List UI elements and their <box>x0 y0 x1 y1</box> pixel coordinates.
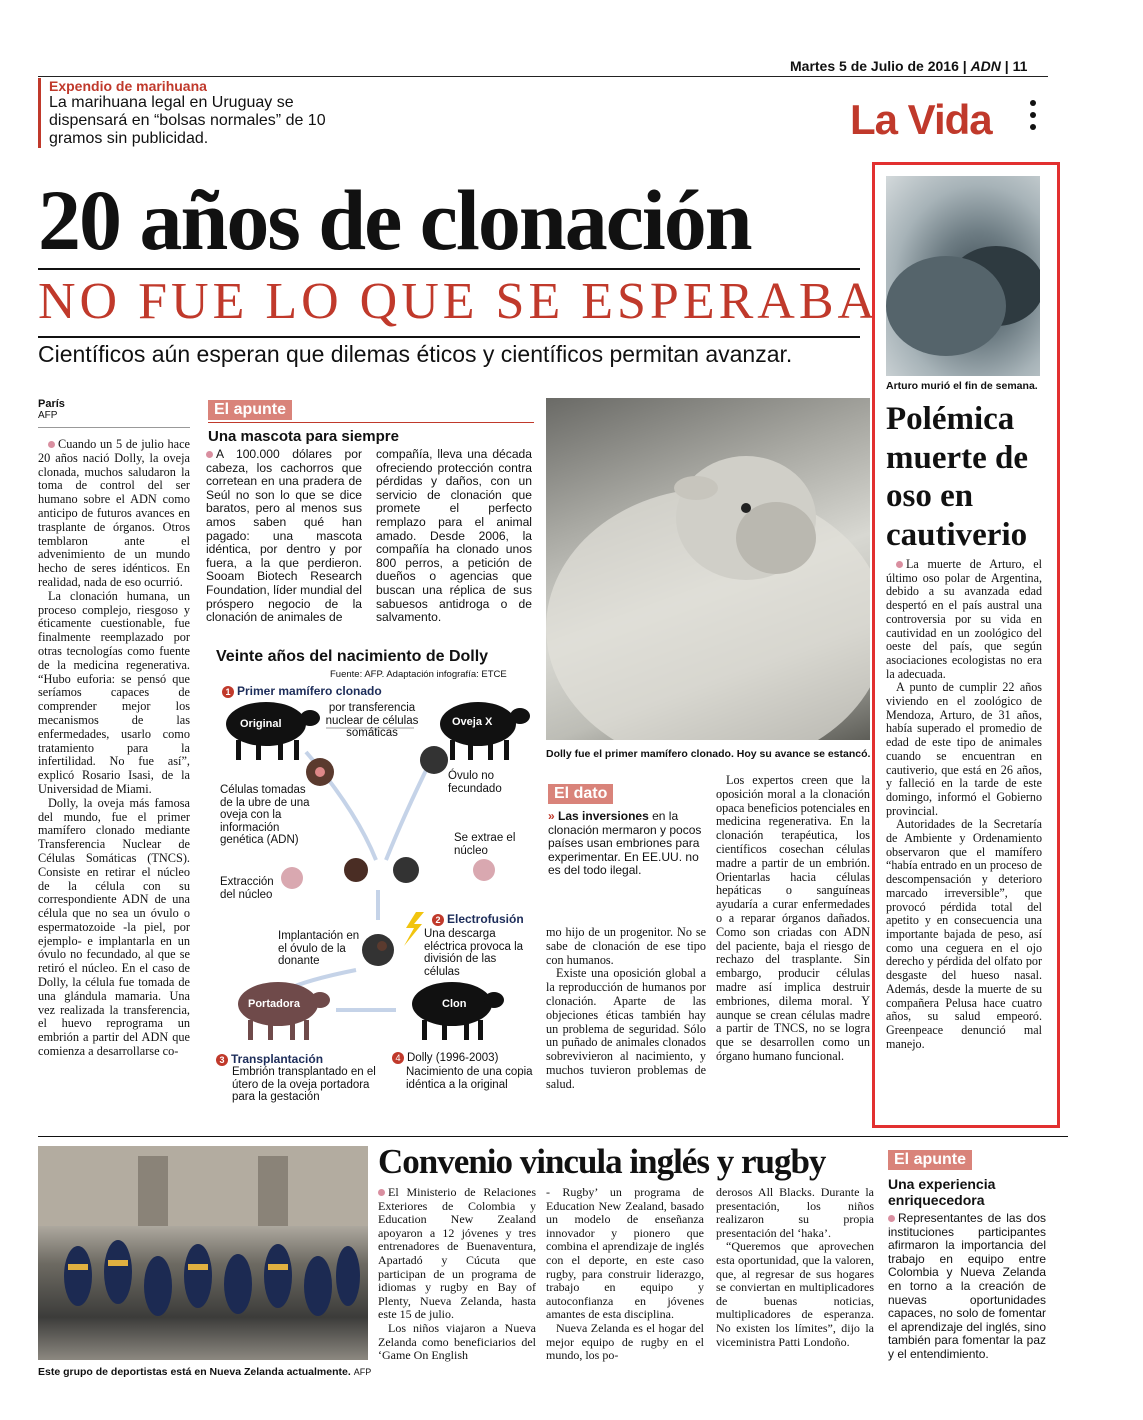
paragraph: mo hijo de un progenitor. No se sabe de clonación de ese tipo con humanos. <box>546 925 706 967</box>
brand-logo: ADN <box>970 58 1001 74</box>
ovum-icon <box>420 746 448 774</box>
chevrons-icon: » <box>548 809 555 823</box>
dolly-photo <box>546 398 870 740</box>
apunte-tag: El apunte <box>208 400 292 420</box>
article-column-right <box>716 774 870 1064</box>
infographic-step-4: 4 Dolly (1996-2003) <box>392 1052 498 1065</box>
dato-text: » Las inversiones en la clonación mermaron y pocos países usan embriones para experimentar. En EE.UU. no es del todo ilegal. <box>548 809 702 877</box>
infographic-step-3: 3 Transplantación <box>216 1052 323 1066</box>
header-rule <box>38 76 1048 77</box>
infographic <box>206 680 536 1112</box>
rugby-caption: Este grupo de deportistas está en Nueva Zelanda actualmente. AFP <box>38 1366 372 1378</box>
sheep-original-icon <box>226 702 320 760</box>
ovum-icon <box>393 857 419 883</box>
headline-rule <box>38 268 860 270</box>
paragraph: derosos All Blacks. Durante la presentación, los niños realizaron su propia presentación del ‘haka’. <box>716 1185 874 1240</box>
apunte-2-text: Representantes de las dos instituciones participantes afirmaron la importancia del trabajo en equipo entre Colombia y Nueva Zelanda en torno a la creación de nuevas oportunidades capaces, no solo de fomentar el aprendizaje del inglés, sino también para fomentar la paz y el entendimiento. <box>888 1211 1046 1361</box>
paragraph: A punto de cumplir 22 años viviendo en el zoológico de Mendoza, Arturo, de 31 años, había superado el promedio de edad de este tipo de animales cuando se encuentran en cautiverio, que está en 26 años, y falleció en la tarde de este domingo, informó el Gobierno provincial. <box>886 680 1042 818</box>
paragraph: La muerte de Arturo, el último oso polar de Argentina, debido a su avanzada edad despertó en el país austral una controversia por su vida en cautividad en un zoológico del oeste del país, que según asociaciones ecologistas no era la adecuada. <box>886 557 1042 681</box>
dato-tag: El dato <box>548 784 613 804</box>
apunte-rule <box>208 422 534 423</box>
apunte-2-tag: El apunte <box>888 1150 972 1170</box>
paragraph: Autoridades de la Secretaría de Ambiente y Ordenamiento observaron que el mamífero “había entrado en un proceso de descompensación y deterioro marcado irreversible”, que provocó pérdida total del apetito y en consecuencia una importante bajada de peso, así como una ceguera en el ojo derecho y pérdida del olfato por desgaste del hueso nasal. Además, desde la muerte de su compañera Pelusa hace cuatro años, su salud empeoró. Greenpeace denunció mal manejo. <box>886 817 1042 1051</box>
bottom-column-1 <box>378 1186 536 1363</box>
sheep-clon-icon <box>412 982 504 1040</box>
lightning-icon <box>404 912 424 946</box>
dolly-caption: Dolly fue el primer mamífero clonado. Hoy su avance se estancó. <box>546 748 871 760</box>
bullet-icon <box>888 1215 895 1222</box>
label-implantacion: Implantación en el óvulo de la donante <box>278 930 360 967</box>
page-number: 11 <box>1012 58 1028 74</box>
label-extraccion: Extracción del núcleo <box>220 876 274 901</box>
bullet-icon <box>48 441 55 448</box>
teaser-text: La marihuana legal en Uruguay se dispensará en “bolsas normales” de 10 gramos sin publicidad. <box>49 94 326 147</box>
infographic-step-1: 1 Primer mamífero clonado <box>222 684 382 698</box>
sidebar-title: Polémica muerte de oso en cautiverio <box>886 401 1029 553</box>
dateline-source: AFP <box>38 410 190 428</box>
group-photo-icon <box>38 1146 368 1360</box>
apunte-text-b: compañía, lleva una década ofreciendo protección contra pérdidas y daños, con un servicio de clonación que promete el perfecto remplazo para el animal amado. Desde 2006, la compañía ha clonado unos 800 perros, a petición de dueños o agencias que buscan una réplica de sus sabuesos antidroga o de salvamento. <box>376 447 532 625</box>
paragraph: Los niños viajaron a Nueva Zelanda como beneficiarios del ‘Game On English <box>378 1320 536 1363</box>
bear-photo <box>886 176 1040 376</box>
label-step-3-text: Embrión transplantado en el útero de la oveja portadora para la gestación <box>232 1066 376 1103</box>
paragraph: - Rugby’ un programa de Education New Zealand, basado un modelo de enseñanza innovador y pionero que combina el aprendizaje de inglés con el deporte, en este caso rugby, para construir liderazgo, trabajo en equipo y autoconfianza en jóvenes amantes de esta disciplina. <box>546 1185 704 1322</box>
bottom-headline: Convenio vincula inglés y rugby <box>378 1142 826 1181</box>
section-dots-icon <box>1030 100 1036 136</box>
sheep-x-icon <box>440 702 530 760</box>
paragraph: Los expertos creen que la oposición moral a la clonación opaca beneficios potenciales en medicina regenerativa. En la clonación terapéutica, los científicos cosechan células madre a partir de un embrión. Orientarlas hacia células hepáticas o sanguíneas ayudaría a curar enfermedades o a reparar órganos dañados. Como son criadas con ADN del paciente, baja el riesgo de rechazo del trasplante. Sin embargo, producir células madre así implica destruir embriones, dilema moral. Y aunque se crean células madre a partir de TNCS, no se logra que se desarrollen como un órgano humano funcional. <box>716 773 870 1063</box>
label-clon: Clon <box>442 998 467 1010</box>
teaser-kicker: Expendio de marihuana <box>49 78 207 94</box>
infographic-step-2: 2 Electrofusión <box>432 912 524 926</box>
apunte-title: Una mascota para siempre <box>208 428 399 445</box>
cell-icon <box>344 858 368 882</box>
bullet-icon <box>206 451 213 458</box>
label-step-2-text: Una descarga eléctrica provoca la división de las células <box>424 928 524 978</box>
main-deck: Científicos aún esperan que dilemas éticos y científicos permitan avanzar. <box>38 341 793 367</box>
bullet-icon <box>896 561 903 568</box>
teaser[interactable] <box>38 78 338 148</box>
label-extrae: Se extrae el núcleo <box>454 832 516 857</box>
article-column-1 <box>38 398 190 1059</box>
article-column-mid <box>546 926 706 1092</box>
main-kicker: NO FUE LO QUE SE ESPERABA <box>38 273 880 330</box>
bear-photo-icon <box>886 176 1040 376</box>
nucleus-icon <box>281 867 303 889</box>
bear-caption: Arturo murió el fin de semana. <box>886 380 1038 392</box>
paragraph: Dolly, la oveja más famosa del mundo, fue el primer mamífero clonado mediante Transferencia Nuclear de Células Somáticas (TNCS). Consiste en retirar el núcleo de la célula con su correspondiente ADN de una célula que no sea un óvulo o espermatozoide -la piel, por ejemplo- e implantarla en un óvulo no fecundado, al que se retiró el núcleo. En el caso de Dolly, la célula fue tomada de una glándula mamaria. Una vez realizada la transferencia, el huevo reprograma un embrión a partir del ADN que comienza a desarrollarse co- <box>38 795 190 1059</box>
issue-date: Martes 5 de Julio de 2016 | ADN | 11 <box>790 58 1028 74</box>
sheep-portadora-icon <box>238 982 330 1040</box>
label-oveja-x: Oveja X <box>452 716 493 728</box>
bottom-column-2 <box>546 1186 704 1363</box>
dateline-location: París <box>38 398 65 410</box>
apunte-text-a: A 100.000 dólares por cabeza, los cachorros que corretean en una pradera de Seúl no son lo que se dice baratos, pero al menos sus amos saben qué han pagado: una mascota idéntica, por dentro y por fuera, a la que perdieron. Sooam Biotech Research Foundation, líder mundial del próspero negocio de la clonación de animales de <box>206 447 362 625</box>
bullet-icon <box>378 1189 385 1196</box>
kicker-rule <box>38 336 860 338</box>
label-transfer: por transferencia nuclear de células somáticas <box>325 702 419 739</box>
paragraph: Nueva Zelanda es el hogar del mejor equipo de rugby en el mundo, los po- <box>546 1320 704 1363</box>
infographic-title: Veinte años del nacimiento de Dolly <box>216 648 489 665</box>
nucleus-icon <box>473 859 495 881</box>
label-celulas: Células tomadas de la ubre de una oveja con la información genética (ADN) <box>220 784 310 846</box>
section-title: La Vida <box>850 96 992 143</box>
paragraph: El Ministerio de Relaciones Exteriores de Colombia y Education New Zealand apoyaron a 12 jóvenes y tres entrenadores de Buenaventura, Apartadó y Cúcuta que participan de un programa de idiomas y rugby en Bay of Plenty, Nueva Zelanda, hasta este 15 de julio. <box>378 1185 536 1322</box>
paragraph: Existe una oposición global a la reproducción de humanos por clonación. Aparte de las objeciones éticas también hay un problema de seguridad. Sólo un puñado de animales clonados sobrevivieron al nacimiento, y muchos tuvieron problemas de salud. <box>546 966 706 1091</box>
bottom-column-3 <box>716 1186 874 1349</box>
bottom-rule <box>38 1136 1068 1137</box>
sheep-photo-icon <box>546 398 870 740</box>
rugby-photo <box>38 1146 368 1360</box>
apunte-2-title: Una experiencia enriquecedora <box>888 1176 996 1208</box>
sidebar-body <box>886 558 1042 1051</box>
embryo-icon <box>362 934 394 966</box>
infographic-source: Fuente: AFP. Adaptación infografía: ETCE <box>330 669 507 680</box>
label-step-4-text: Nacimiento de una copia idéntica a la original <box>406 1066 533 1091</box>
paragraph: Cuando un 5 de julio hace 20 años nació Dolly, la oveja clonada, muchos saludaron la toma de control del ser humano sobre el ADN como anticipo de futuros avances en trasplante de órganos. Otros temblaron ante el advenimiento de un mundo hecho de seres idénticos. En realidad, nada de eso ocurrió. <box>38 437 190 589</box>
main-headline: 20 años de clonación <box>38 172 751 268</box>
label-portadora: Portadora <box>248 998 300 1010</box>
paragraph: “Queremos que aprovechen esta oportunidad, que la valoren, que, al regresar de sus hogares se conviertan en multiplicadores de buenas noticias, multiplicadores de esperanza. No existen los límites”, dijo la viceministra Patti Londoño. <box>716 1239 874 1349</box>
paragraph: La clonación humana, un proceso complejo, riesgoso y éticamente cuestionable, fue finalmente reemplazado por otras tecnologías como fuente de la medicina regenerativa. “Hubo euforia: se pensó que seríamos capaces de comprender mejor los mecanismos de las enfermedades, usarlo como tratamiento para la infertilidad. No fue así”, explicó Rosario Isasi, de la Universidad de Miami. <box>38 588 190 796</box>
label-original: Original <box>240 718 282 730</box>
label-ovulo: Óvulo no fecundado <box>448 770 502 795</box>
